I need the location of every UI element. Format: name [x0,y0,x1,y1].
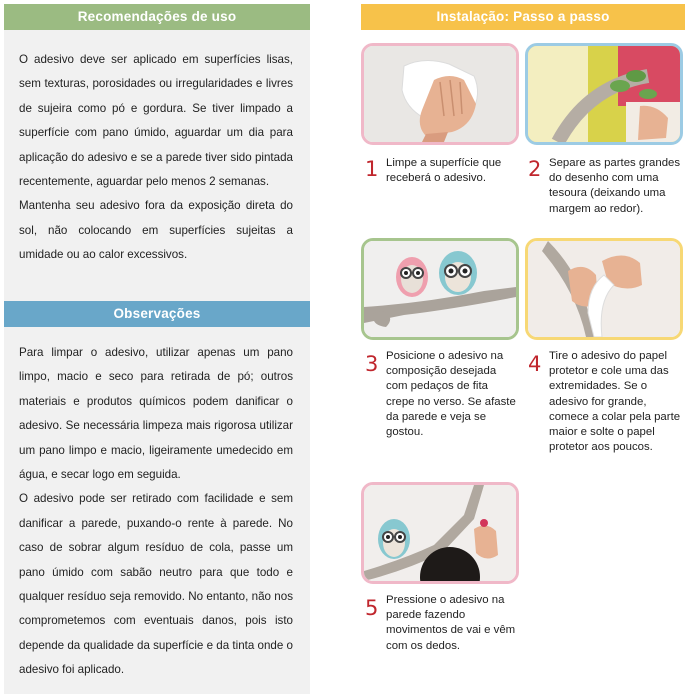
step-2-number: 2 [528,157,542,181]
step-2-photo [525,43,683,145]
observations-paragraph: Para limpar o adesivo, utilizar apenas um pano limpo, macio e seco para retirada de pó; outros materiais e produtos químicos podem danificar o adesivo. Se necessária limpeza mais rigorosa utilizar um pano limpo e macio, ligeiramente umedecido em água, e secar logo em seguida. [19,346,293,482]
cleaning-wall-illustration [364,46,516,142]
observations-paragraph: O adesivo pode ser retirado com facilidade e sem danificar a parede, puxando-o rente à parede. No caso de sobrar algum resíduo de cola, passe um pano úmido com sabão neutro para que todo e qualquer resíduo seja removido. No entanto, não nos comprometemos com eventuais danos, pois isto depende da qualidade da superfície e da tinta onde o adesivo foi aplicado. [19,492,293,677]
step-2-text: Separe as partes grandes do desenho com uma tesoura (deixando uma margem ao redor). [549,157,681,215]
step-4-number: 4 [528,352,542,376]
step-5-photo [361,482,519,584]
recommendations-body [4,48,310,268]
installation-title: Instalação: Passo a passo [361,4,685,30]
step-5-text: Pressione o adesivo na parede fazendo movimentos de vai e vêm com os dedos. [386,594,516,652]
step-3-number: 3 [365,352,379,376]
recommendations-section [4,4,310,262]
step-1-text: Limpe a superfície que receberá o adesivo. [386,157,502,185]
step-5-number: 5 [365,596,379,620]
recommendations-title: Recomendações de uso [4,4,310,30]
step-4-text: Tire o adesivo do papel protetor e cole uma das extremidades. Se o adesivo for grande, comece a colar pela parte maior e solte o papel protetor aos poucos. [549,350,681,454]
observations-title: Observações [4,301,310,327]
step-4-photo [525,238,683,340]
recommendations-paragraph: O adesivo deve ser aplicado em superfícies lisas, sem texturas, porosidades ou irregularidades e livres de sujeira como pó e gordura. Se tiver limpado a superfície com pano úmido, aguardar um dia para aplicação do adesivo e se a parede tiver sido pintada recentemente, aguardar pelo menos 2 semanas. [19,53,293,189]
pressing-sticker-illustration [364,485,516,581]
owl-stickers-illustration [364,241,516,337]
step-1-number: 1 [365,157,379,181]
peeling-sticker-illustration [528,241,680,337]
step-3-text: Posicione o adesivo na composição desejada com pedaços de fita crepe no verso. Se afaste da parede e veja se gostou. [386,350,516,439]
cutting-sticker-illustration [528,46,680,142]
step-1-photo [361,43,519,145]
observations-body [4,341,310,683]
left-column [4,4,310,694]
recommendations-paragraph: Mantenha seu adesivo fora da exposição direta do sol, não colocando em superfícies sujeitas a umidade ou ao calor excessivos. [19,199,293,262]
step-3-photo [361,238,519,340]
